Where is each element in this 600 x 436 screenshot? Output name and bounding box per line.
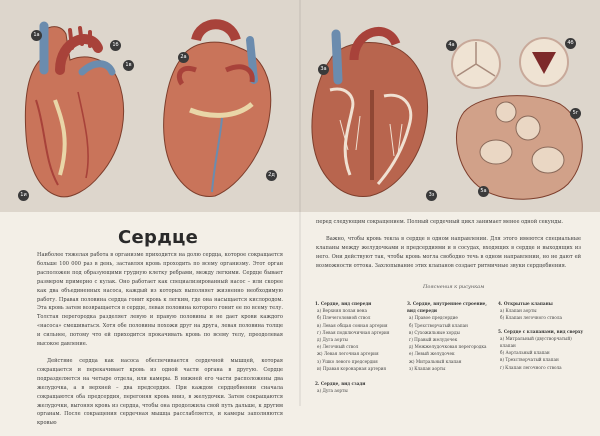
legend-column-3 (498, 300, 584, 371)
callout-label: 1б (110, 40, 121, 51)
legend-group-heading: 4. Открытые клапаны (498, 301, 553, 306)
callout-label: 3з (426, 190, 437, 201)
legend-item: б) Аортальный клапан (500, 350, 550, 356)
legend-item: г) Клапан легочного ствола (500, 364, 562, 370)
callout-label: 4б (565, 38, 576, 49)
valve-aortic (452, 40, 500, 88)
callout-label: 4а (446, 40, 457, 51)
paragraph: перед следующим сокращением. Полный сердечный цикл занимает менее одной секунды. (316, 219, 564, 225)
heart-back-view (164, 24, 271, 196)
legend-item: б) Трехстворчатый клапан (409, 322, 468, 328)
legend-group-heading: 2. Сердце, вид сзади (315, 381, 366, 386)
paragraph: Наиболее тяжелая работа в организме приходится на долю сердца, которое сокращается больше 100 000 раз в день, заставляя кровь проходить по всему организму. Этот орган расположен под образующими грудную клетку ребрами, между легкими. Сердце бывает размером примерно с кулак. Оно работает как специализированный насос – или скорее как два объединенных насоса, каждый из которых выполняет жизненно необходимую работу. Правая половина сердца гонит кровь к легким, где она насыщается кислородом. Эта кровь затем возвращается в сердце, левая половина которого гонит ее по всему телу. Толстая перегородка разделяет левую и правую половины и не дает крови каждого «насоса» смешиваться. Хотя обе половины похожи друг на друга, левая половина толще и сильнее, потому что ей приходится прокачивать кровь по всему телу, преодолевая высокое давление. (37, 252, 283, 348)
legend-item: з) Ушко левого предсердия (317, 358, 378, 364)
body-text-right (316, 218, 581, 279)
left-page (0, 212, 299, 427)
callout-label: 2д (266, 170, 277, 181)
legend-item: з) Клапан аорты (409, 365, 446, 371)
legend-group-heading: 5. Сердце с клапанами, вид сверху (498, 328, 584, 334)
legend-item: в) Левая общая сонная артерия (317, 322, 388, 328)
heart-internal-view (312, 31, 428, 196)
legend-item: а) Правое предсердие (409, 315, 458, 321)
legend-column-1 (315, 300, 401, 372)
page-title: Сердце (118, 227, 199, 248)
callout-label: 3а (318, 64, 329, 75)
heart-front-view (25, 26, 123, 197)
legend-item: б) Клапан легочного ствола (500, 315, 562, 321)
heart-top-view (456, 96, 582, 200)
legend-item: а) Верхняя полая вена (317, 308, 368, 314)
legend-item: е) Легочный ствол (317, 344, 359, 350)
legend-item: д) Дуга аорты (317, 337, 348, 343)
legend-item: в) Трехстворчатый клапан (500, 357, 559, 363)
legend-heading: Пояснения к рисункам (423, 284, 485, 290)
legend-item: ж) Митральный клапан (409, 358, 462, 364)
legend-item: а) Дуга аорты (317, 388, 348, 394)
callout-label: 1а (31, 30, 42, 41)
callout-label: 5а (478, 186, 489, 197)
legend-item: в) Сухожильные хорды (409, 329, 460, 335)
callout-label: 2а (178, 52, 189, 63)
legend-item: е) Левый желудочек (409, 351, 455, 357)
legend-item: б) Плечеголовной ствол (317, 315, 371, 321)
body-text-left (37, 251, 283, 436)
legend-item: а) Митральный (двустворчатый) клапан (500, 335, 572, 349)
legend-column-2 (407, 300, 493, 372)
callout-label: 1в (123, 60, 134, 71)
paragraph: Действие сердца как насоса обеспечивается сердечной мышцей, которая сокращается и перекачивает кровь из одной части органа в другую. Сердце подразделяется на четыре отдела, или камеры. В нижней его части расположены два желудочка, а в верхней – два предсердия. При каждом сердцебиении сначала сокращаются оба предсердия, перегоняя кровь вниз, в желудочки. Затем сокращаются желудочки, выгоняя кровь из сердца, чтобы она продолжила свой путь дальше, к другим органам. После сокращения сердечная мышца расслабляется, и камеры заполняются кровью (37, 357, 283, 427)
legend-item: ж) Левая легочная артерия (317, 351, 379, 357)
legend-item: и) Правая коронарная артерия (317, 365, 387, 371)
legend-item: а) Клапан аорты (500, 308, 537, 314)
legend-item: г) Правый желудочек (409, 337, 458, 343)
paragraph: Важно, чтобы кровь текла в сердце в одном направлении. Для этого имеются специальные клапаны между желудочками и предсердиями и в сосудах, входящих в сердце и выходящих из него. Они действуют так, чтобы кровь могла свободно течь в одном направлении, но не дают ей возможности оттока. Захлопывание этих клапанов создает ритмичные звуки сердцебиения. (316, 235, 581, 269)
callout-label: 5г (570, 108, 581, 119)
valve-pulmonary (520, 38, 568, 86)
right-page (301, 212, 600, 406)
legend-group-heading: 3. Сердце, внутреннее строение, вид спереди (407, 301, 487, 314)
legend-item: д) Межжелудочковая перегородка (409, 344, 487, 350)
callout-label: 1и (18, 190, 29, 201)
legend-item: г) Левая подключичная артерия (317, 329, 390, 335)
legend-column-1b (315, 380, 401, 394)
legend-group-heading: 1. Сердце, вид спереди (315, 301, 372, 306)
